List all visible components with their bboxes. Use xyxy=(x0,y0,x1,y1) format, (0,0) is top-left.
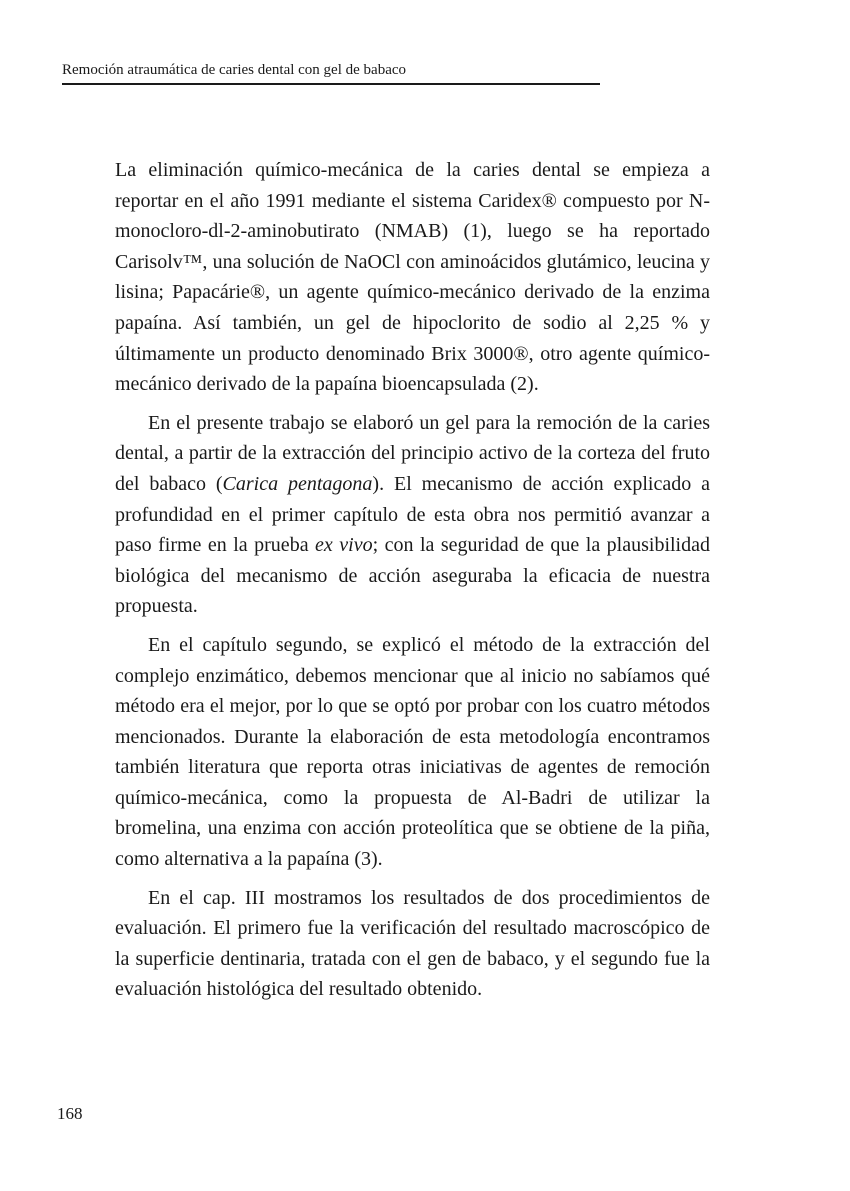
paragraph-4: En el cap. III mostramos los resultados de dos procedimientos de evaluación. El primero fue la verificación del resultado macroscópico de la superficie dentinaria, tratada con el gen de babaco, y el segundo fue la evaluación histológica del resultado obtenido. xyxy=(115,886,710,1001)
species-name-italic: Carica pentagona xyxy=(222,472,373,495)
paragraph-2-part-2: ). El mecanismo de acción explicado a profundidad en el primer capítulo de esta obra nos permitió avanzar a paso firme en la prueba xyxy=(115,472,710,557)
paragraph-2 xyxy=(115,408,710,622)
paragraph-2-part-3: ; con la seguridad de que la plausibilidad biológica del mecanismo de acción aseguraba la eficacia de nuestra propuesta. xyxy=(115,534,710,618)
paragraph-1: La eliminación químico-mecánica de la caries dental se empieza a reportar en el año 1991 mediante el sistema Caridex® compuesto por N-monocloro-dl-2-aminobutirato (NMAB) (1), luego se ha reportado Carisolv™, una solución de NaOCl con aminoácidos glutámico, leucina y lisina; Papacárie®, un agente químico-mecánico derivado de la enzima papaína. Así también, un gel de hipoclorito de sodio al 2,25 % y últimamente un producto denominado Brix 3000®, otro agente químico-mecánico derivado de la papaína bioencapsulada (2). xyxy=(115,159,710,396)
paragraph-2-part-1: En el presente trabajo se elaboró un gel para la remoción de la caries dental, a partir de la extracción del principio activo de la corteza del fruto del babaco ( xyxy=(115,411,710,495)
running-title: Remoción atraumática de caries dental con gel de babaco xyxy=(62,62,407,78)
body-text xyxy=(115,155,710,1013)
ex-vivo-italic: ex vivo xyxy=(315,534,373,557)
paragraph-3: En el capítulo segundo, se explicó el método de la extracción del complejo enzimático, debemos mencionar que al inicio no sabíamos qué método era el mejor, por lo que se optó por probar con los cuatro métodos mencionados. Durante la elaboración de esta metodología encontramos también literatura que reporta otras iniciativas de agentes de remoción químico-mecánica, como la propuesta de Al-Badri de utilizar la bromelina, una enzima con acción proteolítica que se obtiene de la piña, como alternativa a la papaína (3). xyxy=(115,633,710,871)
running-header xyxy=(62,60,600,85)
page-number: 168 xyxy=(57,1104,83,1123)
